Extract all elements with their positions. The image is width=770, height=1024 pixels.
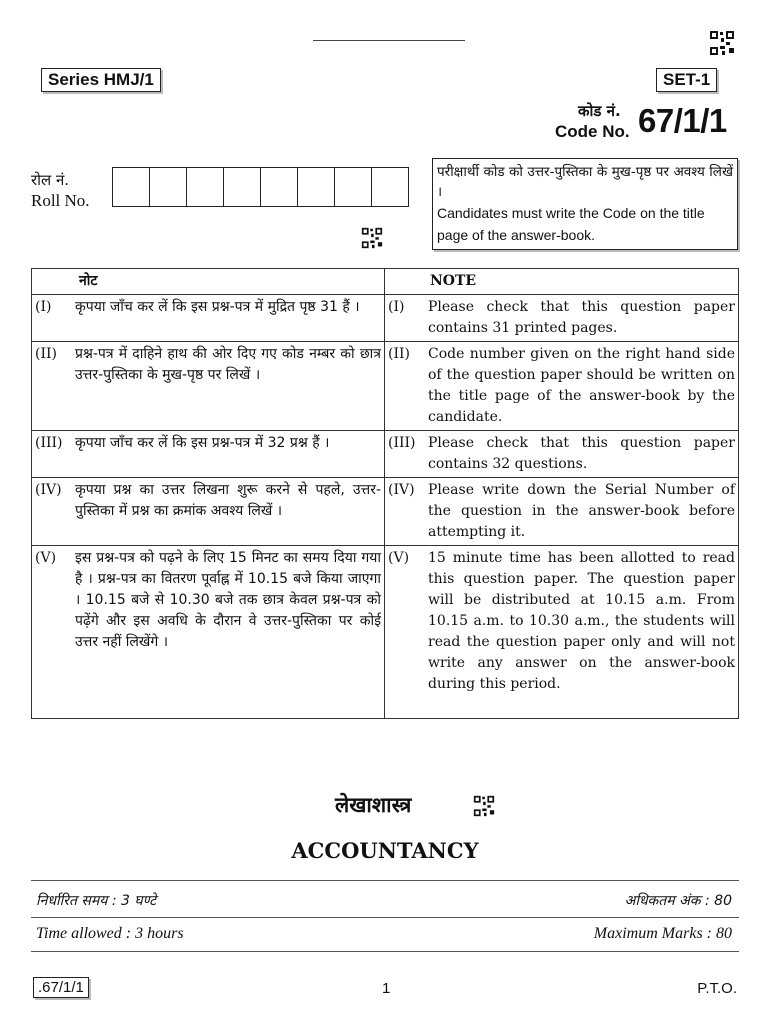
candidate-instruction-box — [432, 158, 738, 250]
roll-cell[interactable] — [261, 167, 298, 207]
qr-code-icon — [473, 795, 495, 817]
code-hindi-label: कोड नं. — [578, 102, 621, 120]
roll-english-label: Roll No. — [31, 191, 90, 210]
note-cell-hindi — [32, 546, 385, 719]
note-text: Please check that this question paper contains 32 questions. — [428, 435, 735, 472]
notes-header-hindi: नोट — [32, 269, 385, 295]
roll-cell[interactable] — [335, 167, 372, 207]
table-row — [32, 342, 739, 431]
divider — [31, 951, 739, 952]
note-number: (I) — [388, 299, 405, 315]
pto-label: P.T.O. — [697, 980, 737, 997]
note-number: (II) — [35, 346, 57, 362]
page-number: 1 — [382, 980, 391, 997]
code-number: 67/1/1 — [638, 102, 727, 139]
divider — [31, 880, 739, 881]
marks-hindi: अधिकतम अंक : 80 — [624, 893, 732, 909]
note-cell-english — [385, 546, 739, 719]
notes-header-row — [32, 269, 739, 295]
note-cell-english — [385, 342, 739, 431]
code-english-label: Code No. — [555, 122, 630, 141]
note-number: (V) — [388, 550, 410, 566]
series-label: Series HMJ/1 — [41, 68, 161, 92]
note-text: कृपया जाँच कर लें कि इस प्रश्न-पत्र में 32 प्रश्न हैं । — [75, 435, 330, 451]
table-row — [32, 295, 739, 342]
note-number: (III) — [388, 435, 416, 451]
note-number: (I) — [35, 299, 52, 315]
roll-cell[interactable] — [112, 167, 150, 207]
qr-code-icon — [361, 227, 383, 249]
qr-code-icon — [709, 30, 735, 56]
table-row — [32, 546, 739, 719]
note-cell-english — [385, 295, 739, 342]
note-text: इस प्रश्न-पत्र को पढ़ने के लिए 15 मिनट का समय दिया गया है । प्रश्न-पत्र का वितरण पूर्वाह्न में 10.15 बजे किया जाएगा । 10.15 बजे से 10.30 बजे तक छात्र केवल प्रश्न-पत्र को पढ़ेंगे और इस अवधि के दौरान वे उत्तर-पुस्तिका पर कोई उत्तर नहीं लिखेंगे । — [75, 550, 381, 650]
note-number: (V) — [35, 550, 57, 566]
table-row — [32, 478, 739, 546]
roll-cell[interactable] — [372, 167, 409, 207]
note-text: Please write down the Serial Number of the question in the answer-book before attempting it. — [428, 482, 735, 540]
table-row — [32, 431, 739, 478]
note-number: (IV) — [35, 482, 62, 498]
note-text: Please check that this question paper contains 31 printed pages. — [428, 299, 735, 336]
roll-cell[interactable] — [298, 167, 335, 207]
notes-table — [31, 268, 739, 719]
note-number: (III) — [35, 435, 63, 451]
note-cell-english — [385, 431, 739, 478]
note-text: प्रश्न-पत्र में दाहिने हाथ की ओर दिए गए कोड नम्बर को छात्र उत्तर-पुस्तिका के मुख-पृष्ठ पर लिखें । — [75, 346, 381, 383]
roll-number-boxes[interactable] — [112, 167, 409, 207]
roll-hindi-label: रोल नं. — [31, 171, 70, 189]
note-cell-hindi — [32, 478, 385, 546]
subject-hindi: लेखाशास्त्र — [335, 793, 412, 817]
top-rule — [313, 40, 465, 41]
note-cell-hindi — [32, 295, 385, 342]
note-text: Code number given on the right hand side of the question paper should be written on the title page of the answer-book by the candidate. — [428, 346, 735, 425]
note-cell-hindi — [32, 431, 385, 478]
note-cell-english — [385, 478, 739, 546]
roll-cell[interactable] — [224, 167, 261, 207]
instruction-hindi: परीक्षार्थी कोड को उत्तर-पुस्तिका के मुख-पृष्ठ पर अवश्य लिखें । — [437, 164, 733, 200]
note-text: 15 minute time has been allotted to read this question paper. The question paper will be distributed at 10.15 a.m. From 10.15 a.m. to 10.30 a.m., the students will read the question paper only and will not write any answer on the answer-book during this period. — [428, 550, 735, 692]
subject-english: ACCOUNTANCY — [291, 838, 479, 863]
note-number: (IV) — [388, 482, 415, 498]
time-hindi: निर्धारित समय : 3 घण्टे — [36, 893, 157, 909]
note-cell-hindi — [32, 342, 385, 431]
note-text: कृपया प्रश्न का उत्तर लिखना शुरू करने से पहले, उत्तर-पुस्तिका में प्रश्न का क्रमांक अवश्य लिखें । — [75, 482, 381, 519]
note-number: (II) — [388, 346, 410, 362]
notes-header-english: NOTE — [385, 269, 739, 295]
roll-cell[interactable] — [150, 167, 187, 207]
marks-english: Maximum Marks : 80 — [593, 925, 732, 942]
footer-code: .67/1/1 — [33, 977, 89, 998]
instruction-english: Candidates must write the Code on the title page of the answer-book. — [437, 205, 705, 243]
divider — [31, 917, 739, 918]
roll-cell[interactable] — [187, 167, 224, 207]
time-english: Time allowed : 3 hours — [36, 925, 184, 942]
set-label: SET-1 — [656, 68, 717, 92]
note-text: कृपया जाँच कर लें कि इस प्रश्न-पत्र में मुद्रित पृष्ठ 31 हैं । — [75, 299, 360, 315]
